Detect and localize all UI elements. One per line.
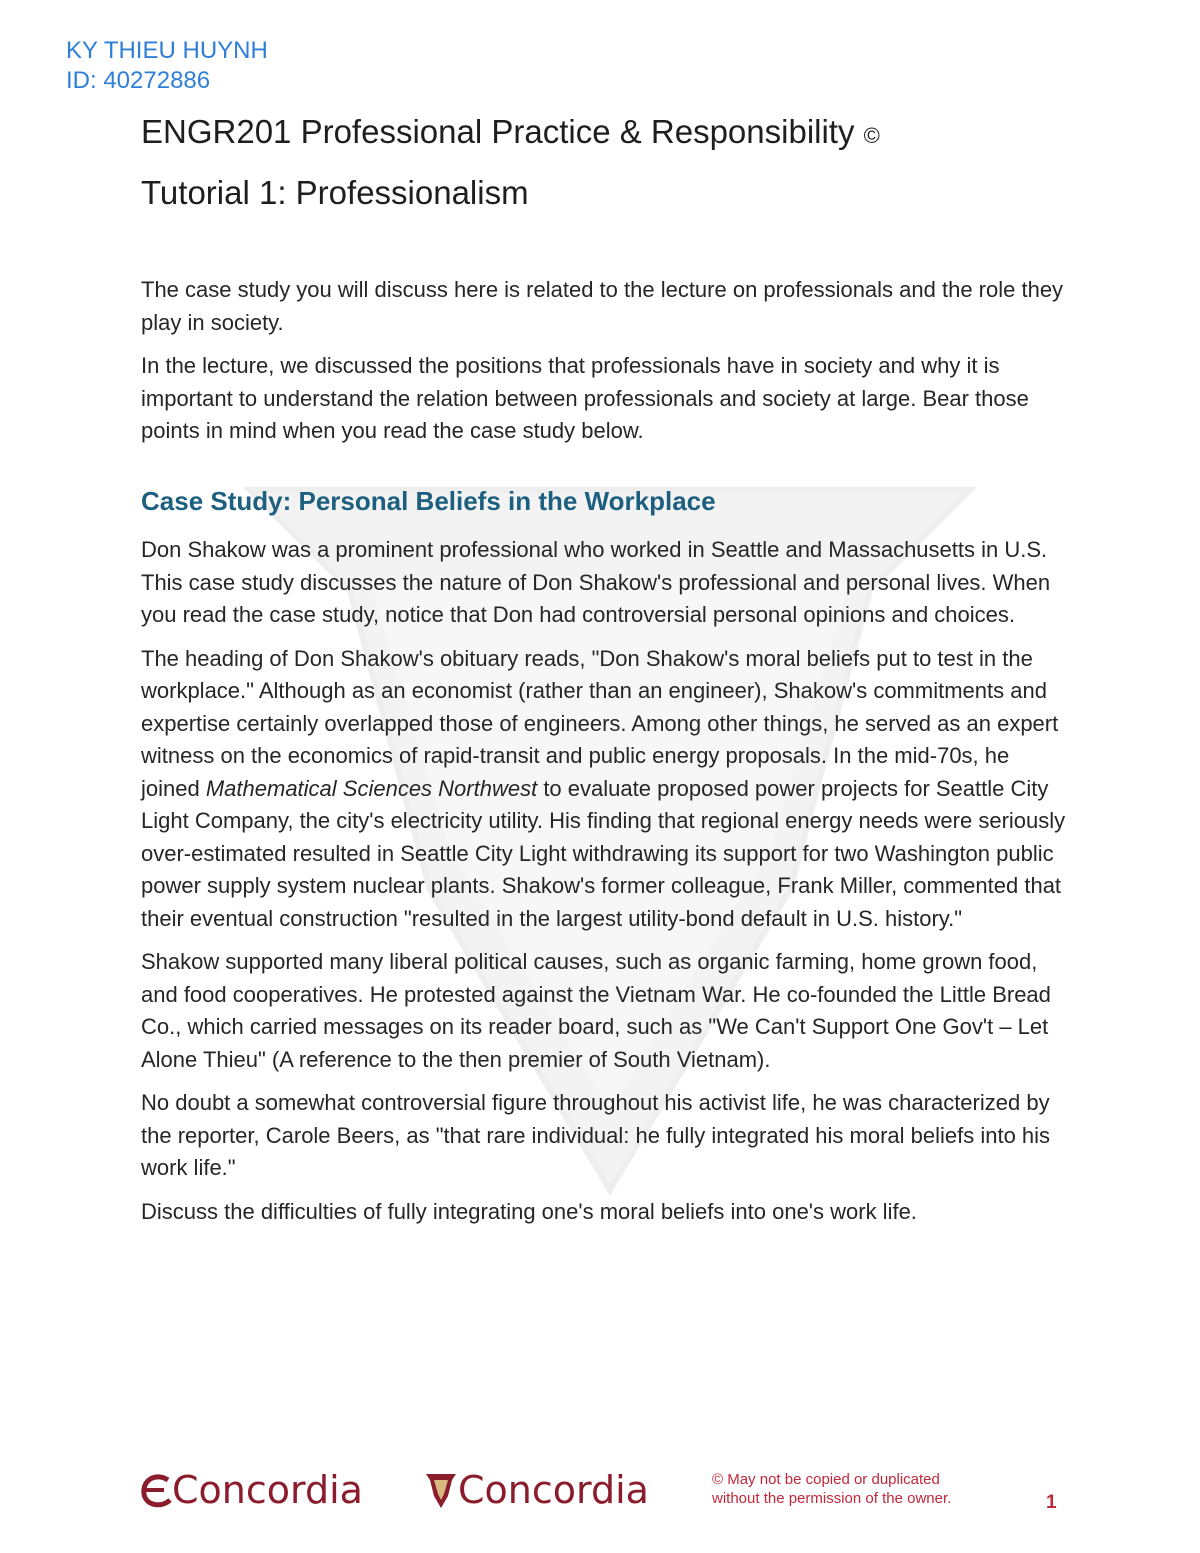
copyright-line: © May not be copied or duplicated (712, 1471, 940, 1488)
course-title (141, 112, 880, 156)
course-title-text: ENGR201 Professional Practice & Responsibility (141, 113, 855, 150)
intro-paragraph: In the lecture, we discussed the positions that professionals have in society and why it is important to understand the relation between professionals and society at large. Bear those points in mind when you read the case study below. (141, 353, 1029, 443)
econcordia-logo (138, 1466, 378, 1514)
case-text: The heading of Don Shakow's obituary reads, "Don Shakow's moral beliefs put to test in the workplace." Although as an economist (rather than an engineer), Shakow's commitments and expertise certainly overlapped those of engineers. Among other things, he served as an expert witness on the economics of rapid-transit and public energy proposals. In the mid-70s, he joined (141, 645, 1059, 801)
case-paragraph: Don Shakow was a prominent professional who worked in Seattle and Massachusetts in U.S. This case study discusses the nature of Don Shakow's professional and personal lives. When you read the case study, notice that Don had controversial personal opinions and choices. (141, 537, 1051, 627)
intro-paragraph: The case study you will discuss here is related to the lecture on professionals and the role they play in society. (141, 277, 1064, 335)
case-paragraph: No doubt a somewhat controversial figure throughout his activist life, he was characterized by the reporter, Carole Beers, as "that rare individual: he fully integrated his moral beliefs into his work life." (141, 1090, 1051, 1180)
case-study-heading: Case Study: Personal Beliefs in the Workplace (141, 486, 716, 516)
copyright-notice (712, 1470, 982, 1508)
page-number: 1 (1046, 1492, 1057, 1513)
logo-text: Concordia (172, 1468, 363, 1512)
discussion-question: Discuss the difficulties of fully integrating one's moral beliefs into one's work life. (141, 1198, 917, 1224)
case-study-body (141, 534, 1066, 1239)
student-id: ID: 40272886 (66, 67, 211, 94)
concordia-logo (424, 1466, 664, 1514)
copyright-line: without the permission of the owner. (712, 1490, 952, 1507)
company-name: Mathematical Sciences Northwest (205, 775, 538, 801)
case-paragraph (141, 643, 1066, 936)
intro-section (141, 274, 1066, 459)
student-name: KY THIEU HUYNH (66, 37, 268, 64)
logo-text: Concordia (458, 1468, 649, 1512)
concordia-shield-icon (424, 1466, 458, 1514)
copyright-mark: © (863, 123, 880, 148)
tutorial-title: Tutorial 1: Professionalism (141, 174, 529, 211)
case-text: to evaluate proposed power projects for Seattle City Light Company, the city's electricity utility. His finding that regional energy needs were seriously over-estimated resulted in Seattle City Light withdrawing its support for two Washington public power supply system nuclear plants. Shakow's former colleague, Frank Miller, commented that their eventual construction "resulted in the largest utility-bond default in U.S. history." (141, 775, 1066, 931)
case-paragraph: Shakow supported many liberal political causes, such as organic farming, home grown food, and food cooperatives. He protested against the Vietnam War. He co-founded the Little Bread Co., which carried messages on its reader board, such as "We Can't Support One Gov't – Let Alone Thieu" (A reference to the then premier of South Vietnam). (141, 949, 1051, 1072)
